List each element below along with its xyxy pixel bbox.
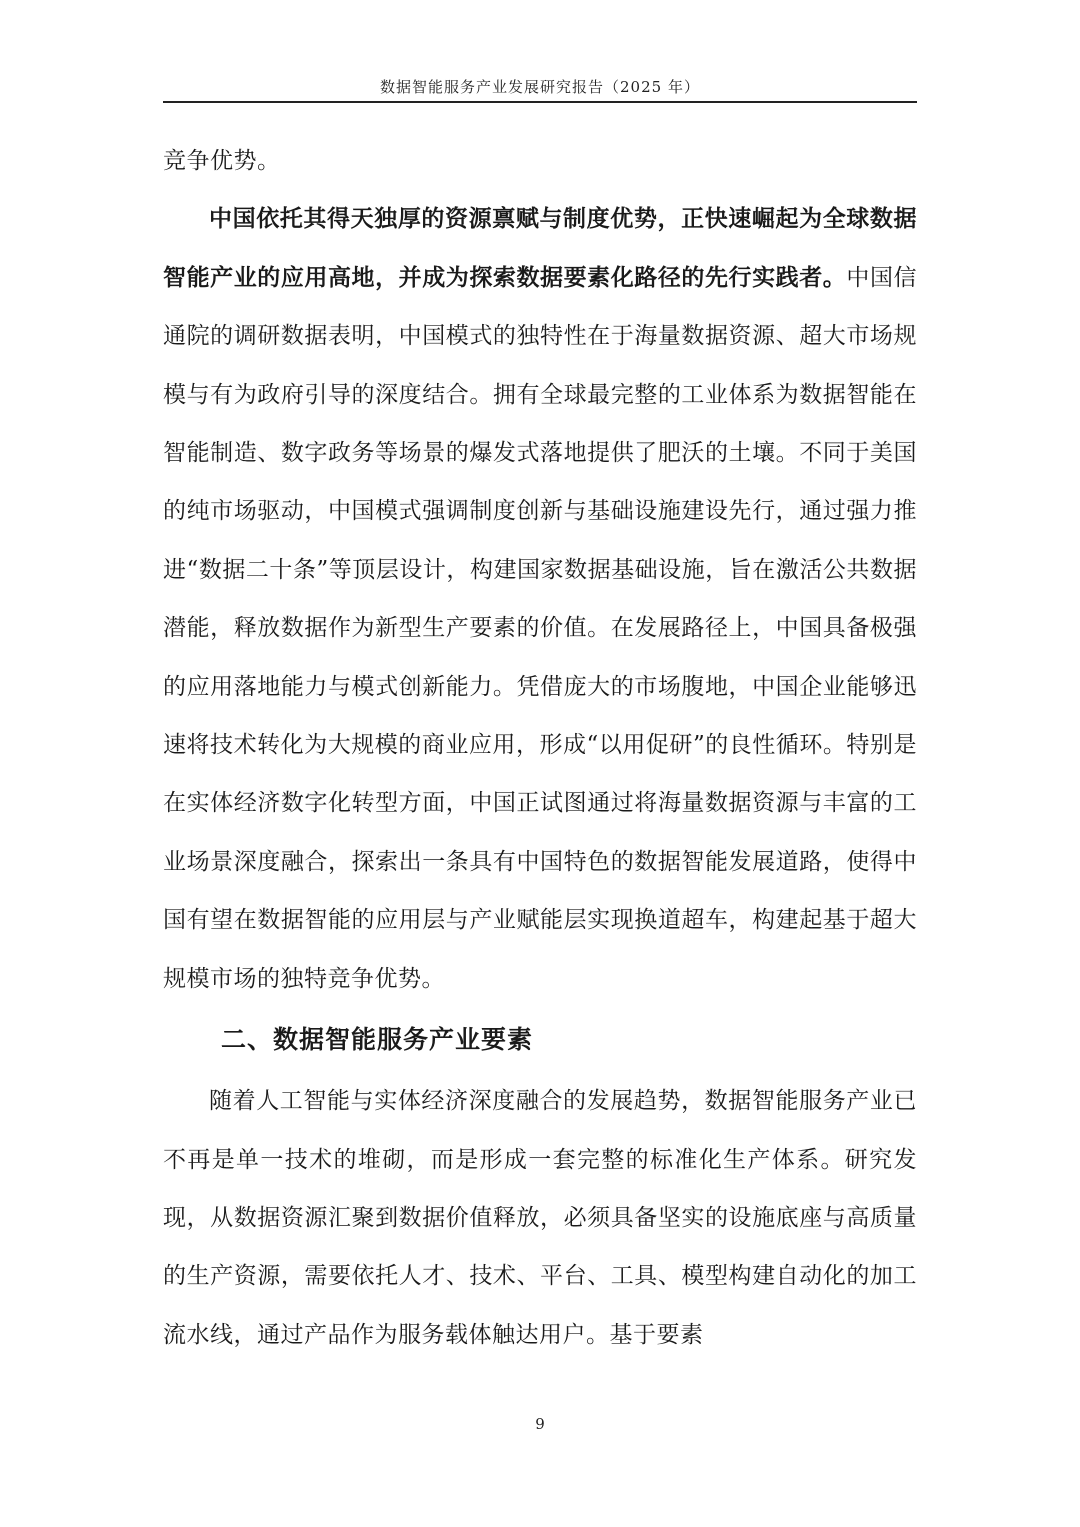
running-header: 数据智能服务产业发展研究报告（2025 年） bbox=[380, 78, 700, 96]
paragraph-china-model bbox=[163, 190, 917, 1008]
section-heading: 二、数据智能服务产业要素 bbox=[221, 1025, 534, 1055]
continuation-text: 竞争优势。 bbox=[163, 148, 281, 174]
bold-lead-sentence: 中国依托其得天独厚的资源禀赋与制度优势，正快速崛起为全球数据智能产业的应用高地，并成为探索数据要素化路径的先行实践者。 bbox=[163, 206, 917, 291]
paragraph-industry-elements: 随着人工智能与实体经济深度融合的发展趋势，数据智能服务产业已不再是单一技术的堆砌，而是形成一套完整的标准化生产体系。研究发现，从数据资源汇聚到数据价值释放，必须具备坚实的设施底座与高质量的生产资源，需要依托人才、技术、平台、工具、模型构建自动化的加工流水线，通过产品作为服务载体触达用户。基于要素 bbox=[163, 1088, 917, 1348]
header-divider bbox=[163, 101, 917, 103]
page-number: 9 bbox=[535, 1415, 545, 1433]
page-body bbox=[163, 132, 917, 1364]
paragraph-body-text: 中国信通院的调研数据表明，中国模式的独特性在于海量数据资源、超大市场规模与有为政府引导的深度结合。拥有全球最完整的工业体系为数据智能在智能制造、数字政务等场景的爆发式落地提供了肥沃的土壤。不同于美国的纯市场驱动，中国模式强调制度创新与基础设施建设先行，通过强力推进“数据二十条”等顶层设计，构建国家数据基础设施，旨在激活公共数据潜能，释放数据作为新型生产要素的价值。在发展路径上，中国具备极强的应用落地能力与模式创新能力。凭借庞大的市场腹地，中国企业能够迅速将技术转化为大规模的商业应用，形成“以用促研”的良性循环。特别是在实体经济数字化转型方面，中国正试图通过将海量数据资源与丰富的工业场景深度融合，探索出一条具有中国特色的数据智能发展道路，使得中国有望在数据智能的应用层与产业赋能层实现换道超车，构建起基于超大规模市场的独特竞争优势。 bbox=[163, 264, 918, 992]
